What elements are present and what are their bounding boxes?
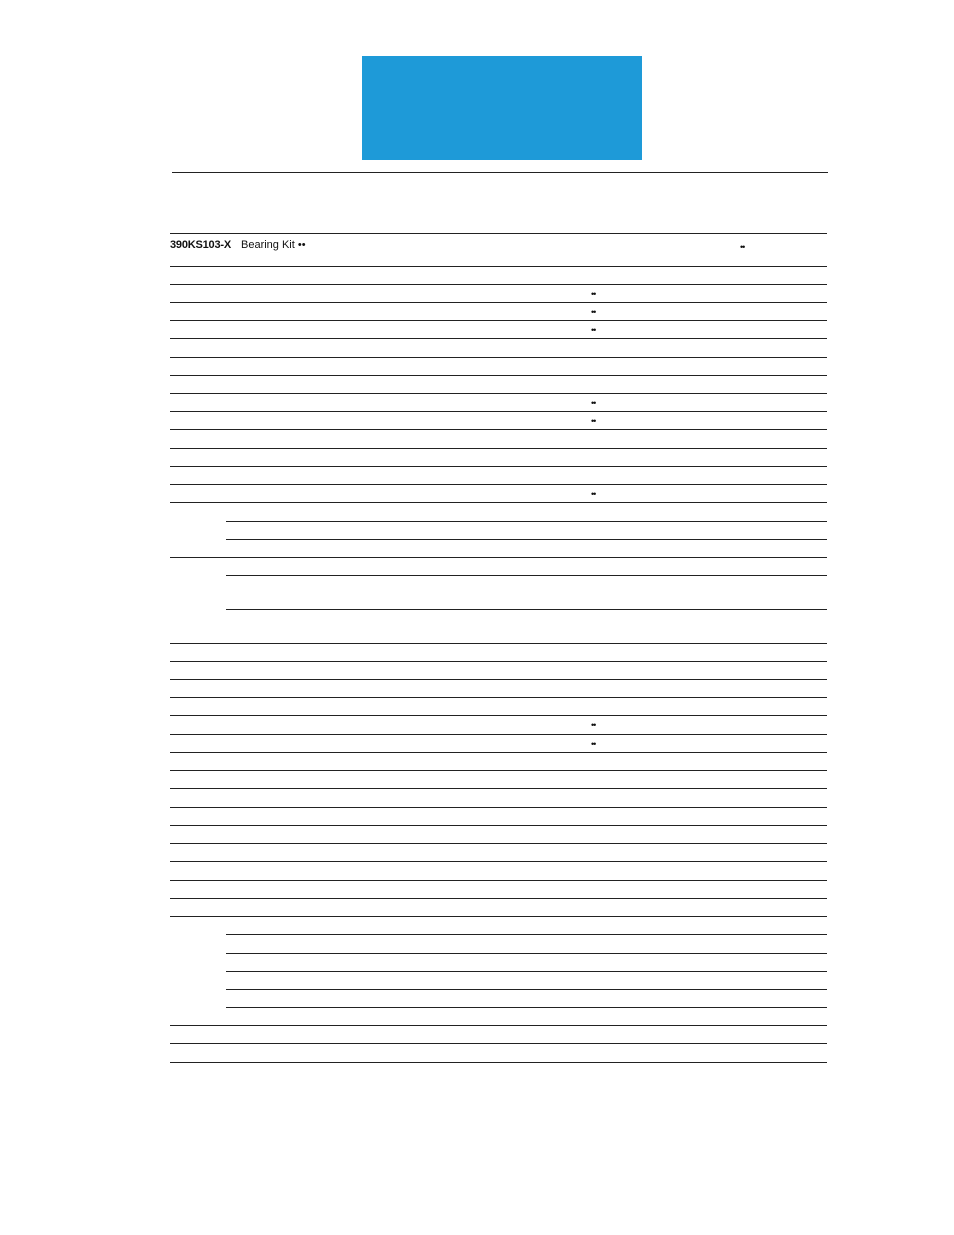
row-rule <box>170 393 827 394</box>
kit-marker: •• <box>740 242 745 252</box>
row-rule <box>170 898 827 899</box>
row-rule <box>226 575 827 576</box>
row-rule <box>170 411 827 412</box>
row-rule <box>170 448 827 449</box>
row-rule <box>170 284 827 285</box>
row-rule <box>170 502 827 503</box>
row-rule <box>170 788 827 789</box>
row-rule <box>170 357 827 358</box>
row-marker: •• <box>591 720 596 730</box>
kit-description: Bearing Kit •• <box>241 239 306 251</box>
row-rule <box>170 266 827 267</box>
row-marker: •• <box>591 307 596 317</box>
row-rule <box>170 375 827 376</box>
row-marker: •• <box>591 398 596 408</box>
row-rule <box>170 861 827 862</box>
row-rule <box>170 1025 827 1026</box>
row-rule <box>170 643 827 644</box>
row-rule <box>226 989 827 990</box>
row-rule <box>170 429 827 430</box>
row-rule <box>170 338 827 339</box>
row-rule <box>170 880 827 881</box>
row-rule <box>170 807 827 808</box>
row-marker: •• <box>591 739 596 749</box>
row-rule <box>170 916 827 917</box>
row-marker: •• <box>591 289 596 299</box>
row-rule <box>226 971 827 972</box>
row-rule <box>170 466 827 467</box>
row-marker: •• <box>591 416 596 426</box>
row-rule <box>226 521 827 522</box>
row-rule <box>170 661 827 662</box>
row-rule <box>226 953 827 954</box>
row-rule <box>170 557 827 558</box>
table-top-rule <box>170 233 827 234</box>
kit-part-number: 390KS103-X <box>170 239 231 251</box>
row-rule <box>226 539 827 540</box>
row-rule <box>226 609 827 610</box>
row-rule <box>170 752 827 753</box>
row-rule <box>170 770 827 771</box>
row-rule <box>170 320 827 321</box>
row-rule <box>226 1007 827 1008</box>
row-rule <box>170 715 827 716</box>
row-rule <box>170 302 827 303</box>
row-rule <box>170 697 827 698</box>
row-rule <box>170 843 827 844</box>
row-rule <box>170 484 827 485</box>
row-rule <box>170 1062 827 1063</box>
row-marker: •• <box>591 489 596 499</box>
row-rule <box>170 679 827 680</box>
row-rule <box>170 1043 827 1044</box>
row-rule <box>226 934 827 935</box>
row-marker: •• <box>591 325 596 335</box>
row-rule <box>170 734 827 735</box>
row-rule <box>170 825 827 826</box>
